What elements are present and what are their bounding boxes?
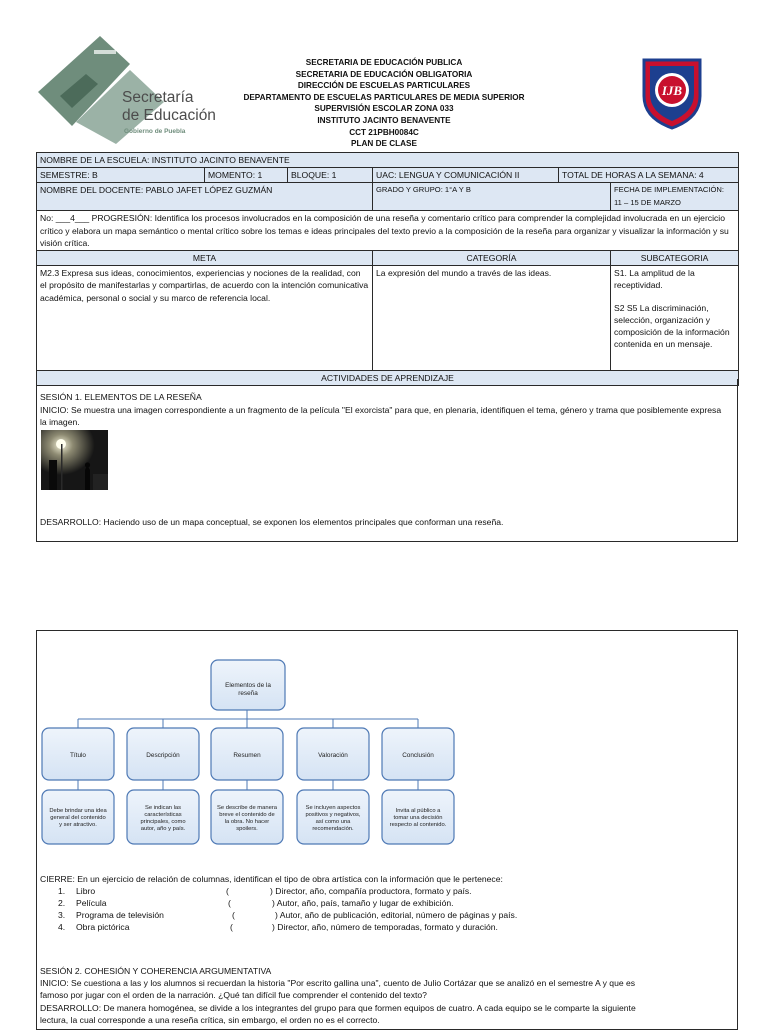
- row-info: ) Autor, año, país, tamaño y lugar de exhibición.: [272, 898, 454, 908]
- logo-text-line1: Secretaría: [122, 89, 194, 106]
- row-name: Obra pictórica: [76, 922, 130, 932]
- node-desc-line: tomar una decisión: [393, 815, 443, 821]
- header-line: PLAN DE CLASE: [351, 139, 417, 149]
- node-desc-line: y ser atractivo.: [59, 822, 97, 828]
- node-desc-line: respecto al contenido.: [389, 822, 447, 828]
- subcategory-2: S2 S5 La discriminación, selección, organización y composición de la información contenida en un mensaje.: [614, 302, 730, 350]
- secretaria-educacion-logo: [36, 34, 236, 144]
- node-desc-line: Debe brindar una idea: [49, 808, 107, 814]
- node-title: Resumen: [233, 752, 261, 759]
- weekly-hours: TOTAL DE HORAS A LA SEMANA: 4: [559, 168, 739, 183]
- shield-monogram: IJB: [661, 83, 683, 98]
- header-line: CCT 21PBH0084C: [349, 127, 419, 137]
- logo-sub-text: Gobierno de Puebla: [124, 128, 186, 135]
- row-paren: (: [226, 886, 229, 896]
- school-name: NOMBRE DE LA ESCUELA: INSTITUTO JACINTO BENAVENTE: [37, 153, 739, 168]
- session1-title: SESIÓN 1. ELEMENTOS DE LA RESEÑA: [40, 392, 202, 402]
- root-label-line2: reseña: [238, 690, 258, 697]
- progression: No: ___4___ PROGRESIÓN: Identifica los procesos involucrados en la composición de una reseña y comentario crítico para comprender la complejidad involucrada en un ejercicio crítico y elabora un mapa semántico o mental crítico sobre los temas e ideas principales del texto previo a la composición de la reseña para organizar y visualizar la información y su visión crítica.: [37, 211, 739, 251]
- node-desc-line: principales, como: [140, 819, 186, 825]
- category-header: CATEGORÍA: [373, 251, 611, 266]
- exorcist-film-image: [41, 430, 108, 490]
- block: BLOQUE: 1: [288, 168, 373, 183]
- semester: SEMESTRE: B: [37, 168, 205, 183]
- date-value: 11 – 15 DE MARZO: [614, 197, 681, 207]
- header-line: DIRECCIÓN DE ESCUELAS PARTICULARES: [297, 81, 471, 91]
- grade-group: GRADO Y GRUPO: 1°A Y B: [373, 183, 611, 211]
- node-title: Conclusión: [402, 752, 434, 759]
- node-desc-line: autor, año y país.: [140, 826, 186, 832]
- row-paren: (: [228, 898, 231, 908]
- implementation-date: [611, 183, 739, 211]
- node-desc-line: positivos y negativos,: [305, 812, 361, 818]
- node-title: Descripción: [146, 752, 180, 759]
- subcategory-header: SUBCATEGORIA: [611, 251, 739, 266]
- logo-text-line2: de Educación: [122, 107, 216, 124]
- header-line: DEPARTAMENTO DE ESCUELAS PARTICULARES DE MEDIA SUPERIOR: [243, 92, 525, 102]
- row-paren: (: [230, 922, 233, 932]
- resena-concept-map: [36, 652, 466, 852]
- header-line: SECRETARIA DE EDUCACIÓN PUBLICA: [305, 58, 463, 67]
- row-number: 4.: [58, 922, 66, 932]
- node-desc-line: características: [144, 812, 182, 818]
- node-desc-line: Se incluyen aspectos: [305, 805, 361, 811]
- row-number: 2.: [58, 898, 66, 908]
- session2-title: SESIÓN 2. COHESIÓN Y COHERENCIA ARGUMENTATIVA: [40, 966, 272, 976]
- row-info: ) Director, año, compañía productora, formato y país.: [270, 886, 472, 896]
- uac: UAC: LENGUA Y COMUNICACIÓN II: [373, 168, 559, 183]
- header-line: SECRETARIA DE EDUCACIÓN OBLIGATORIA: [295, 69, 473, 79]
- header-line: SUPERVISIÓN ESCOLAR ZONA 033: [314, 104, 454, 114]
- node-desc-line: así como una: [315, 819, 351, 825]
- session2-inicio-line1: INICIO: Se cuestiona a las y los alumnos si recuerdan la historia "Por escrito gallina una", cuento de Julio Cortázar que se analizó en el semestre A y que es: [40, 978, 636, 988]
- activities-header: ACTIVIDADES DE APRENDIZAJE: [37, 371, 739, 386]
- session2-desarrollo-line2: lectura, la cual corresponde a una reseña crítica, sin embargo, el orden no es el correcto.: [40, 1015, 380, 1025]
- root-node: [211, 660, 285, 710]
- cierre-intro: CIERRE: En un ejercicio de relación de columnas, identifican el tipo de obra artística con la información que le pertenece:: [40, 874, 503, 884]
- node-title: Título: [70, 752, 86, 759]
- session2-desarrollo-line1: DESARROLLO: De manera homogénea, se divide a los integrantes del grupo para que formen equipos de cuatro. A cada equipo se le comparte la siguiente: [40, 1003, 636, 1013]
- teacher-name: NOMBRE DEL DOCENTE: PABLO JAFET LÓPEZ GUZMÁN: [37, 183, 373, 211]
- node-desc-line: general del contenido: [50, 815, 106, 821]
- session1-desarrollo: DESARROLLO: Haciendo uso de un mapa conceptual, se exponen los elementos principales que conforman una reseña.: [40, 517, 504, 527]
- meta-header: META: [37, 251, 373, 266]
- node-desc-line: breve el contenido de: [219, 812, 275, 818]
- node-desc-line: Se indican las: [144, 805, 182, 811]
- header-line: INSTITUTO JACINTO BENAVENTE: [317, 115, 451, 125]
- meta-text: M2.3 Expresa sus ideas, conocimientos, experiencias y nociones de la realidad, con el propósito de manifestarlas y compartirlas, de acuerdo con la intención comunicativa académica, personal o social y su marco de referencia local.: [37, 266, 373, 371]
- node-desc-line: spoilers.: [236, 826, 258, 832]
- school-shield-logo: [640, 56, 704, 130]
- row-number: 3.: [58, 910, 66, 920]
- plan-table: [36, 152, 739, 386]
- row-paren: (: [232, 910, 235, 920]
- row-number: 1.: [58, 886, 66, 896]
- node-desc-line: la obra. No hacer: [224, 819, 270, 825]
- root-label-line1: Elementos de la: [225, 682, 271, 689]
- date-label: FECHA DE IMPLEMENTACIÓN:: [614, 185, 724, 195]
- subcategory-text: [611, 266, 739, 371]
- moment: MOMENTO: 1: [205, 168, 288, 183]
- row-info: ) Director, año, número de temporadas, formato y duración.: [272, 922, 498, 932]
- node-title: Valoración: [318, 752, 348, 759]
- row-name: Libro: [76, 886, 96, 896]
- node-desc-line: Se describe de manera: [217, 805, 277, 811]
- session1-inicio: INICIO: Se muestra una imagen correspondiente a un fragmento de la película "El exorcista" para que, en plenaria, identifiquen el tema, género y trama que posiblemente expresa la imagen.: [40, 405, 722, 428]
- node-desc-line: Invita al público a: [395, 808, 441, 814]
- row-info: ) Autor, año de publicación, editorial, número de páginas y país.: [275, 910, 518, 920]
- subcategory-1: S1. La amplitud de la receptividad.: [614, 268, 695, 291]
- row-name: Película: [76, 898, 107, 908]
- institution-header: [236, 57, 532, 150]
- row-name: Programa de televisión: [76, 910, 164, 920]
- session2-inicio-line2: famoso por jugar con el orden de la narración. ¿Qué tan difícil fue comprender el contenido del texto?: [40, 990, 427, 1000]
- category-text: La expresión del mundo a través de las ideas.: [373, 266, 611, 371]
- node-desc-line: recomendación.: [312, 826, 354, 832]
